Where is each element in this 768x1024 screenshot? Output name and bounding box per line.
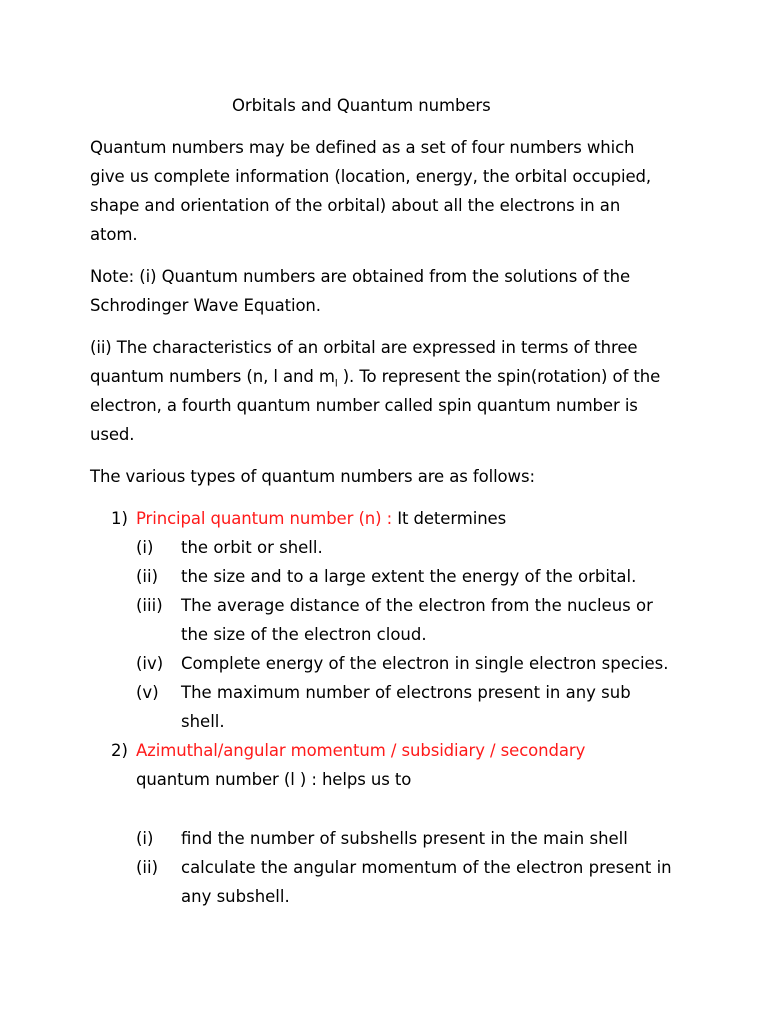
note-text: ). To represent the spin(rotation) of the [337, 367, 661, 386]
item-text: the orbit or shell. [181, 538, 323, 557]
section-heading-rest: It determines [392, 509, 507, 528]
item-label: (ii) [136, 858, 159, 877]
item-text: the size of the electron cloud. [181, 625, 427, 644]
section-number: 1) [111, 509, 128, 528]
item-text: The average distance of the electron from the nucleus or [181, 596, 653, 615]
item-label: (v) [136, 683, 159, 702]
types-intro: The various types of quantum numbers are as follows: [90, 467, 535, 486]
note-line: Note: (i) Quantum numbers are obtained from the solutions of the [90, 267, 631, 286]
item-text: any subshell. [181, 887, 290, 906]
item-label: (i) [136, 829, 154, 848]
note-line: Schrodinger Wave Equation. [90, 296, 321, 315]
intro-line: atom. [90, 225, 138, 244]
item-text: the size and to a large extent the energy of the orbital. [181, 567, 637, 586]
note-line: used. [90, 425, 135, 444]
item-label: (iii) [136, 596, 163, 615]
page-title: Orbitals and Quantum numbers [232, 96, 491, 115]
item-text: Complete energy of the electron in single electron species. [181, 654, 669, 673]
item-text: find the number of subshells present in the main shell [181, 829, 628, 848]
item-label: (ii) [136, 567, 159, 586]
section-heading: Principal quantum number (n) : [136, 509, 393, 528]
note-line [90, 367, 660, 394]
item-label: (iv) [136, 654, 164, 673]
intro-line: give us complete information (location, energy, the orbital occupied, [90, 167, 652, 186]
intro-line: shape and orientation of the orbital) about all the electrons in an [90, 196, 621, 215]
note-line: electron, a fourth quantum number called spin quantum number is [90, 396, 638, 415]
note-text: quantum numbers (n, l and m [90, 367, 335, 386]
note-line: (ii) The characteristics of an orbital are expressed in terms of three [90, 338, 638, 357]
item-text: shell. [181, 712, 225, 731]
subscript: l [334, 378, 338, 390]
section-number: 2) [111, 741, 128, 760]
section-heading: Azimuthal/angular momentum / subsidiary / secondary [136, 741, 586, 760]
section-heading-line [136, 509, 506, 529]
item-text: calculate the angular momentum of the electron present in [181, 858, 672, 877]
item-label: (i) [136, 538, 154, 557]
intro-line: Quantum numbers may be defined as a set of four numbers which [90, 138, 635, 157]
section-heading-rest: quantum number (l ) : helps us to [136, 770, 412, 789]
item-text: The maximum number of electrons present in any sub [181, 683, 631, 702]
